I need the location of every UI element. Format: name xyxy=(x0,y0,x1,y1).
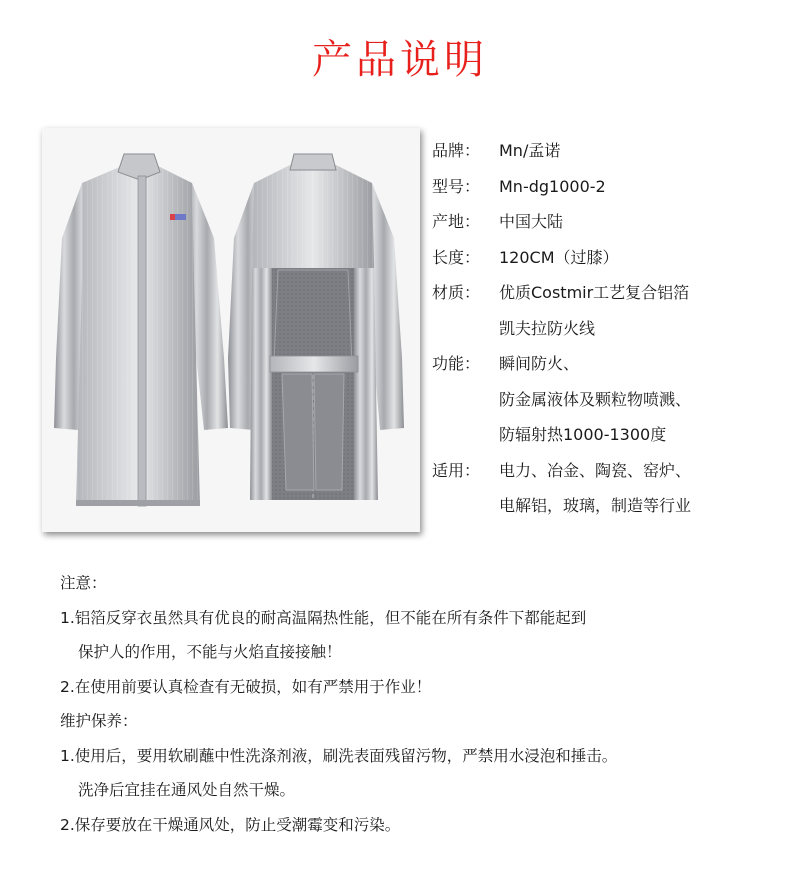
spec-label: 长度： xyxy=(432,247,481,267)
caution-item-1-cont: 保护人的作用，不能与火焰直接接触！ xyxy=(78,643,342,661)
spec-label: 型号： xyxy=(432,176,481,196)
notes-section xyxy=(60,566,790,842)
product-photo xyxy=(42,128,420,532)
caution-heading: 注意： xyxy=(60,574,107,592)
caution-item-1: 1.铝箔反穿衣虽然具有优良的耐高温隔热性能，但不能在所有条件下都能起到 xyxy=(60,608,587,627)
spec-list xyxy=(432,133,792,524)
page-title: 产品说明 xyxy=(312,37,488,83)
spec-value: 凯夫拉防火线 xyxy=(499,318,596,338)
spec-value: 电力、冶金、陶瓷、窑炉、 xyxy=(499,460,692,480)
spec-row-brand xyxy=(432,133,792,169)
spec-row-length xyxy=(432,240,792,276)
coat-front-view xyxy=(54,154,228,506)
spec-value: Mn/孟诺 xyxy=(499,141,561,160)
coat-back-view xyxy=(228,154,404,500)
maintenance-item-2: 2.保存要放在干燥通风处，防止受潮霉变和污染。 xyxy=(60,815,401,834)
spec-row-material xyxy=(432,275,792,346)
maintenance-item-1-cont: 洗净后宜挂在通风处自然干燥。 xyxy=(78,781,296,799)
spec-row-origin xyxy=(432,204,792,240)
spec-value: 瞬间防火、 xyxy=(499,354,580,373)
spec-row-model xyxy=(432,169,792,205)
spec-value: 防辐射热1000-1300度 xyxy=(499,425,667,444)
spec-row-function xyxy=(432,346,792,453)
caution-item-2: 2.在使用前要认真检查有无破损，如有严禁用于作业！ xyxy=(60,677,432,696)
spec-label: 品牌： xyxy=(432,141,481,160)
spec-label: 适用： xyxy=(432,460,481,480)
coat-illustration xyxy=(42,128,420,532)
spec-value: 优质Costmir工艺复合铝箔 xyxy=(499,283,690,302)
spec-label: 产地： xyxy=(432,212,481,231)
maintenance-heading: 维护保养： xyxy=(60,712,138,730)
spec-value: 电解铝，玻璃，制造等行业 xyxy=(499,496,692,515)
spec-label: 功能： xyxy=(432,354,481,373)
maintenance-item-1: 1.使用后，要用软刷蘸中性洗涤剂液，刷洗表面残留污物，严禁用水浸泡和捶击。 xyxy=(60,746,618,765)
spec-value: Mn-dg1000-2 xyxy=(499,176,606,196)
spec-row-application xyxy=(432,453,792,524)
spec-value: 中国大陆 xyxy=(499,212,564,231)
spec-value: 防金属液体及颗粒物喷溅、 xyxy=(499,389,692,409)
spec-label: 材质： xyxy=(432,283,481,302)
spec-value: 120CM（过膝） xyxy=(499,247,619,267)
